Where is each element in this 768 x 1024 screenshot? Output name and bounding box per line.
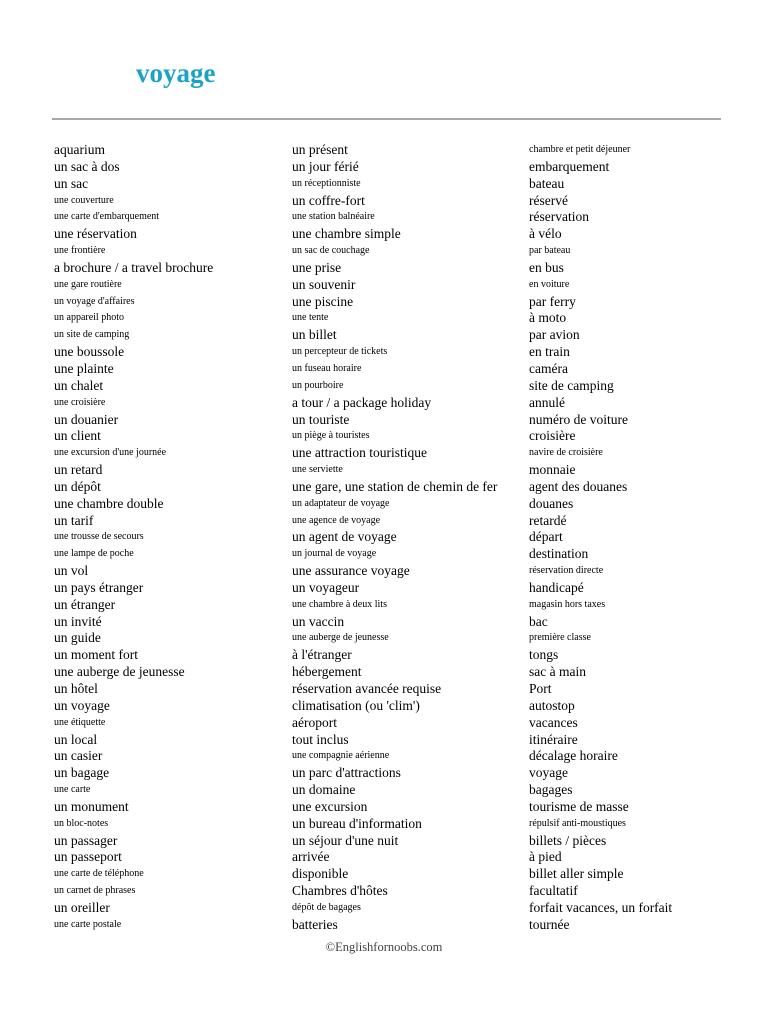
vocab-entry: tournée — [529, 916, 570, 932]
vocab-entry: un vol — [54, 563, 89, 579]
vocab-entry: un pourboire — [292, 379, 344, 391]
vocab-entry: une couverture — [54, 194, 114, 206]
vocab-entry: une lampe de poche — [54, 548, 134, 560]
vocab-entry: voyage — [529, 765, 568, 781]
vocab-entry: première classe — [529, 632, 591, 644]
vocab-entry: un agent de voyage — [292, 529, 397, 545]
vocab-entry: réservé — [529, 192, 568, 208]
vocab-entry: une attraction touristique — [292, 445, 427, 461]
vocab-entry: un vaccin — [292, 613, 345, 629]
vocab-entry: un hôtel — [54, 681, 98, 696]
vocab-entry: bac — [529, 613, 548, 629]
vocab-entry: départ — [529, 529, 563, 545]
vocab-entry: une piscine — [292, 293, 354, 309]
word-column-1 — [54, 142, 294, 934]
vocab-entry: un site de camping — [54, 329, 130, 341]
vocab-entry: décalage horaire — [529, 748, 618, 764]
vocab-entry: par avion — [529, 327, 580, 343]
vocab-entry: une chambre simple — [292, 226, 401, 242]
vocab-entry: bateau — [529, 175, 565, 191]
vocab-entry: une chambre double — [54, 495, 164, 511]
vocab-entry: arrivée — [292, 849, 330, 865]
vocab-entry: un touriste — [292, 411, 350, 427]
vocab-entry: a brochure / a travel brochure — [54, 259, 214, 275]
vocab-entry: monnaie — [529, 462, 576, 478]
vocab-entry: un monument — [54, 798, 129, 814]
vocab-entry: réservation avancée requise — [292, 681, 442, 696]
vocab-entry: numéro de voiture — [529, 411, 628, 427]
vocab-entry: une compagnie aérienne — [292, 750, 390, 762]
copyright-footer: ©Englishfornoobs.com — [325, 940, 443, 954]
vocab-entry: annulé — [529, 394, 565, 410]
word-column-2 — [292, 142, 532, 934]
vocab-entry: une carte de téléphone — [54, 868, 144, 880]
vocab-entry: un séjour d'une nuit — [292, 832, 399, 848]
vocab-entry: à moto — [529, 310, 567, 326]
vocab-entry: autostop — [529, 697, 575, 713]
vocab-entry: disponible — [292, 866, 349, 882]
vocab-entry: une plainte — [54, 360, 114, 376]
page-title: voyage — [136, 58, 216, 88]
vocab-entry: une gare routière — [54, 278, 122, 290]
vocab-entry: un journal de voyage — [292, 548, 377, 560]
vocab-entry: un fuseau horaire — [292, 362, 362, 374]
vocab-entry: un retard — [54, 462, 103, 478]
vocab-entry: tourisme de masse — [529, 798, 629, 814]
vocab-entry: une carte d'embarquement — [54, 211, 160, 223]
vocab-entry: une station balnéaire — [292, 211, 375, 223]
vocab-entry: batteries — [292, 916, 338, 932]
vocab-entry: une frontière — [54, 245, 106, 257]
vocab-entry: en voiture — [529, 278, 570, 290]
vocab-entry: destination — [529, 546, 589, 562]
vocab-entry: une assurance voyage — [292, 563, 410, 579]
vocab-entry: une chambre à deux lits — [292, 598, 387, 610]
vocab-entry: un passeport — [54, 849, 122, 865]
vocab-entry: un bureau d'information — [292, 815, 422, 831]
vocab-entry: billet aller simple — [529, 866, 624, 882]
vocab-entry: tout inclus — [292, 731, 349, 747]
vocab-entry: un chalet — [54, 377, 104, 393]
vocab-entry: un bagage — [54, 765, 110, 781]
vocab-entry: navire de croisière — [529, 447, 603, 459]
vocab-entry: en train — [529, 344, 570, 360]
vocab-entry: Port — [529, 681, 552, 696]
vocab-entry: un adaptateur de voyage — [292, 497, 390, 509]
vocab-entry: un casier — [54, 748, 103, 764]
vocab-entry: aéroport — [292, 714, 337, 730]
vocab-entry: un souvenir — [292, 276, 356, 292]
vocab-entry: a tour / a package holiday — [292, 394, 432, 410]
vocab-entry: une excursion — [292, 798, 368, 814]
vocab-entry: site de camping — [529, 377, 614, 393]
vocab-entry: bagages — [529, 782, 573, 798]
vocab-entry: un voyage — [54, 697, 110, 713]
vocab-entry: une carte postale — [54, 918, 122, 930]
vocab-entry: un invité — [54, 613, 102, 629]
vocab-entry: Chambres d'hôtes — [292, 883, 388, 899]
vocab-entry: un jour férié — [292, 158, 359, 174]
vocab-entry: facultatif — [529, 883, 578, 899]
vocab-entry: un sac de couchage — [292, 245, 370, 257]
vocab-entry: une prise — [292, 259, 342, 275]
vocab-entry: tongs — [529, 647, 559, 663]
vocab-entry: réservation directe — [529, 565, 604, 577]
vocab-entry: un local — [54, 731, 98, 747]
vocab-entry: par ferry — [529, 293, 576, 309]
vocab-entry: handicapé — [529, 579, 584, 595]
vocab-entry: un douanier — [54, 411, 119, 427]
vocab-entry: un percepteur de tickets — [292, 346, 388, 358]
vocab-entry: un voyage d'affaires — [54, 295, 135, 307]
vocab-entry: un voyageur — [292, 579, 360, 595]
vocab-entry: croisière — [529, 428, 576, 444]
vocab-entry: un guide — [54, 630, 101, 646]
vocab-entry: magasin hors taxes — [529, 598, 606, 610]
word-column-3 — [529, 142, 768, 934]
vocab-entry: un sac — [54, 175, 89, 191]
vocab-entry: un appareil photo — [54, 312, 124, 324]
vocab-entry: agent des douanes — [529, 478, 628, 494]
vocab-entry: un passager — [54, 832, 118, 848]
vocab-entry: un piège à touristes — [292, 430, 370, 442]
vocab-entry: un réceptionniste — [292, 177, 361, 189]
vocab-entry: un oreiller — [54, 899, 110, 915]
vocab-entry: un présent — [292, 142, 348, 157]
vocab-entry: une carte — [54, 784, 91, 796]
vocab-entry: aquarium — [54, 142, 105, 157]
vocab-entry: itinéraire — [529, 731, 578, 747]
vocab-entry: un sac à dos — [54, 158, 120, 174]
vocab-entry: une trousse de secours — [54, 531, 144, 543]
vocab-entry: hébergement — [292, 664, 362, 680]
vocab-entry: un client — [54, 428, 101, 444]
vocab-entry: caméra — [529, 360, 568, 376]
vocab-entry: un moment fort — [54, 647, 138, 663]
vocab-entry: un parc d'attractions — [292, 765, 401, 781]
vocab-entry: à pied — [529, 849, 562, 865]
vocab-entry: réservation — [529, 209, 589, 225]
vocab-entry: une boussole — [54, 344, 125, 360]
vocab-entry: une agence de voyage — [292, 514, 381, 526]
vocab-entry: répulsif anti-moustiques — [529, 817, 626, 829]
vocab-entry: une excursion d'une journée — [54, 447, 167, 459]
vocab-entry: dépôt de bagages — [292, 901, 361, 913]
title-divider — [52, 118, 721, 120]
vocab-entry: une auberge de jeunesse — [54, 664, 185, 680]
vocab-entry: un pays étranger — [54, 579, 144, 595]
vocab-entry: un coffre-fort — [292, 192, 365, 208]
vocab-entry: un billet — [292, 327, 337, 343]
vocab-entry: une réservation — [54, 226, 137, 242]
vocab-entry: un dépôt — [54, 478, 101, 494]
vocab-entry: un domaine — [292, 782, 356, 798]
vocab-entry: billets / pièces — [529, 832, 607, 848]
vocab-entry: à vélo — [529, 226, 562, 242]
vocab-entry: une gare, une station de chemin de fer — [292, 478, 498, 494]
vocab-entry: un tarif — [54, 512, 94, 528]
vocab-entry: une auberge de jeunesse — [292, 632, 389, 644]
vocab-entry: un bloc-notes — [54, 817, 109, 829]
vocab-entry: chambre et petit déjeuner — [529, 144, 631, 155]
vocab-entry: à l'étranger — [292, 647, 352, 663]
vocab-entry: une serviette — [292, 464, 343, 476]
vocab-entry: sac à main — [529, 664, 586, 680]
vocab-entry: une tente — [292, 312, 329, 324]
vocab-entry: embarquement — [529, 158, 610, 174]
vocab-entry: climatisation (ou 'clim') — [292, 697, 420, 713]
vocab-entry: une étiquette — [54, 716, 106, 728]
vocab-entry: en bus — [529, 259, 564, 275]
vocab-entry: par bateau — [529, 245, 571, 257]
vocab-entry: un étranger — [54, 596, 116, 612]
vocab-entry: douanes — [529, 495, 574, 511]
vocab-entry: retardé — [529, 512, 567, 528]
vocab-entry: forfait vacances, un forfait — [529, 899, 673, 915]
vocab-entry: un carnet de phrases — [54, 885, 136, 897]
vocab-entry: une croisière — [54, 396, 106, 408]
vocab-entry: vacances — [529, 714, 578, 730]
